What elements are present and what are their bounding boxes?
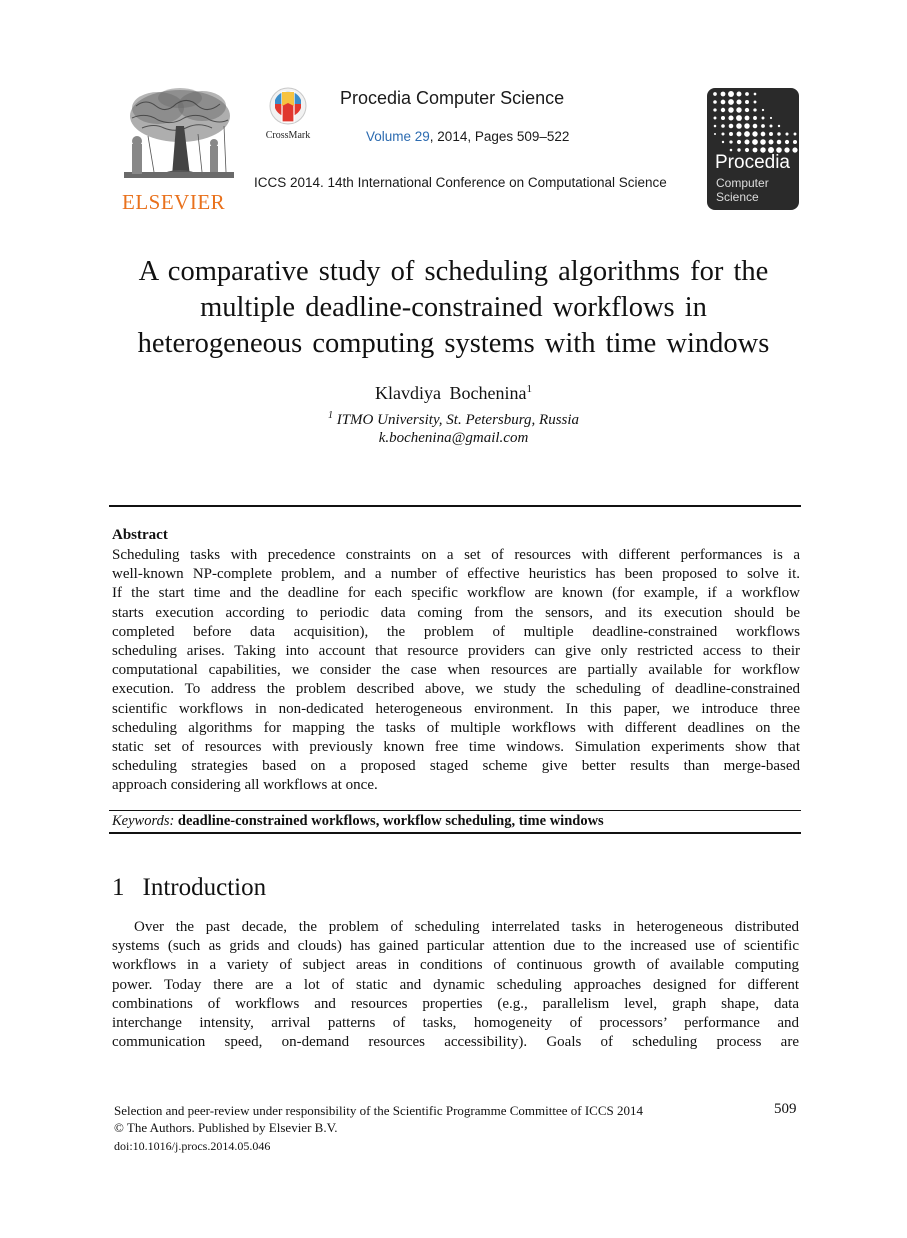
crossmark-label: CrossMark <box>265 130 311 141</box>
procedia-logo-line1: Computer <box>716 176 769 190</box>
elsevier-tree-icon <box>118 86 240 188</box>
intro-line: systems (such as grids and clouds) has gained particular attention due to the increased use of scientific <box>112 938 799 955</box>
section-title: Introduction <box>142 874 267 901</box>
author-superscript: 1 <box>526 383 532 395</box>
abstract-line: scheduling strategies based on a proposed staged scheme give better results than merge-based <box>112 758 800 775</box>
volume-line <box>366 129 569 144</box>
title-line: heterogeneous computing systems with time windows <box>137 328 770 359</box>
abstract-line: approach considering all workflows at once. <box>112 777 378 794</box>
elsevier-wordmark: ELSEVIER <box>122 190 226 214</box>
footer-peer-review: Selection and peer-review under responsibility of the Scientific Programme Committee of ICCS 2014 <box>114 1103 644 1118</box>
abstract-heading: Abstract <box>112 527 168 543</box>
section-heading <box>112 874 266 902</box>
abstract-line: scheduling algorithms for mapping the tasks of multiple workflows with different deadlines on the <box>112 719 800 736</box>
volume-link[interactable]: Volume 29 <box>366 129 430 144</box>
divider <box>109 505 801 507</box>
keywords-label: Keywords: <box>112 813 175 829</box>
title-line: multiple deadline-constrained workflows in <box>200 292 707 323</box>
volume-pages: , 2014, Pages 509–522 <box>429 129 570 144</box>
keywords-value: deadline-constrained workflows, workflow scheduling, time windows <box>177 813 604 829</box>
title-line: A comparative study of scheduling algorithms for the <box>138 256 769 287</box>
abstract-line: completed before data acquisition), the problem of multiple deadline-constrained workflows <box>112 623 800 640</box>
procedia-logo-line2: Science <box>716 190 759 204</box>
author-email[interactable]: k.bochenina@gmail.com <box>378 430 529 446</box>
abstract-line: well-known NP-complete problem, and a number of effective heuristics has been proposed to solve it. <box>112 566 800 583</box>
abstract-line: execution. To address the problem described above, we study the scheduling of deadline-constrained <box>112 681 800 698</box>
procedia-logo[interactable] <box>707 88 799 210</box>
dot-pattern-icon <box>707 88 799 154</box>
abstract-line: computational capabilities, we consider the case when resources are partially available for workflow <box>112 662 800 679</box>
intro-line: power. Today there are a lot of static and dynamic scheduling approaches designed for different <box>112 976 799 993</box>
intro-line: combinations of workflows and resources properties (e.g., parallelism level, graph shape, data <box>112 995 799 1012</box>
conference-line: ICCS 2014. 14th International Conference on Computational Science <box>254 175 667 190</box>
author-name-text: Klavdiya Bochenina <box>375 383 527 403</box>
paper-title <box>100 254 807 362</box>
abstract-line: static set of resources with previously known free time windows. Simulation experiments show that <box>112 738 800 755</box>
page-number: 509 <box>774 1101 797 1117</box>
affiliation-text: ITMO University, St. Petersburg, Russia <box>336 412 580 428</box>
abstract-line: starts execution according to periodic data coming from the sensors, and its execution should be <box>112 604 800 621</box>
section-number: 1 <box>112 874 125 901</box>
footer-doi[interactable]: doi:10.1016/j.procs.2014.05.046 <box>114 1139 271 1153</box>
intro-line: communication speed, on-demand resources accessibility). Goals of scheduling process are <box>112 1034 799 1051</box>
affiliation-superscript: 1 <box>327 410 333 421</box>
author-name <box>0 383 907 404</box>
journal-title[interactable]: Procedia Computer Science <box>340 88 565 108</box>
crossmark-icon <box>258 86 318 130</box>
intro-body <box>112 918 799 1052</box>
divider <box>109 810 801 811</box>
abstract-line: Scheduling tasks with precedence constraints on a set of resources with different performances is a <box>112 547 800 563</box>
intro-line: Over the past decade, the problem of scheduling interrelated tasks in heterogeneous distributed <box>134 919 799 935</box>
intro-line: interchange intensity, arrival patterns of tasks, homogeneity of processors’ performance and <box>112 1014 799 1031</box>
abstract-line: scheduling arises. Taking into account that resource providers can give only restricted access to their <box>112 642 800 659</box>
abstract-line: scientific workflows in non-dedicated heterogeneous environment. In this paper, we introduce three <box>112 700 800 717</box>
elsevier-logo[interactable] <box>118 86 240 214</box>
crossmark-badge[interactable] <box>258 86 318 148</box>
abstract-line: If the start time and the deadline for each specific workflow are known (for example, if a workflow <box>112 585 800 602</box>
divider <box>109 832 801 834</box>
footer-copyright: © The Authors. Published by Elsevier B.V. <box>114 1120 338 1135</box>
affiliation <box>0 410 907 429</box>
abstract-body <box>112 546 800 795</box>
keywords <box>112 813 604 830</box>
procedia-logo-title: Procedia <box>715 152 790 173</box>
intro-line: workflows in a variety of subject areas in conditions of continuous growth of available computing <box>112 957 799 974</box>
